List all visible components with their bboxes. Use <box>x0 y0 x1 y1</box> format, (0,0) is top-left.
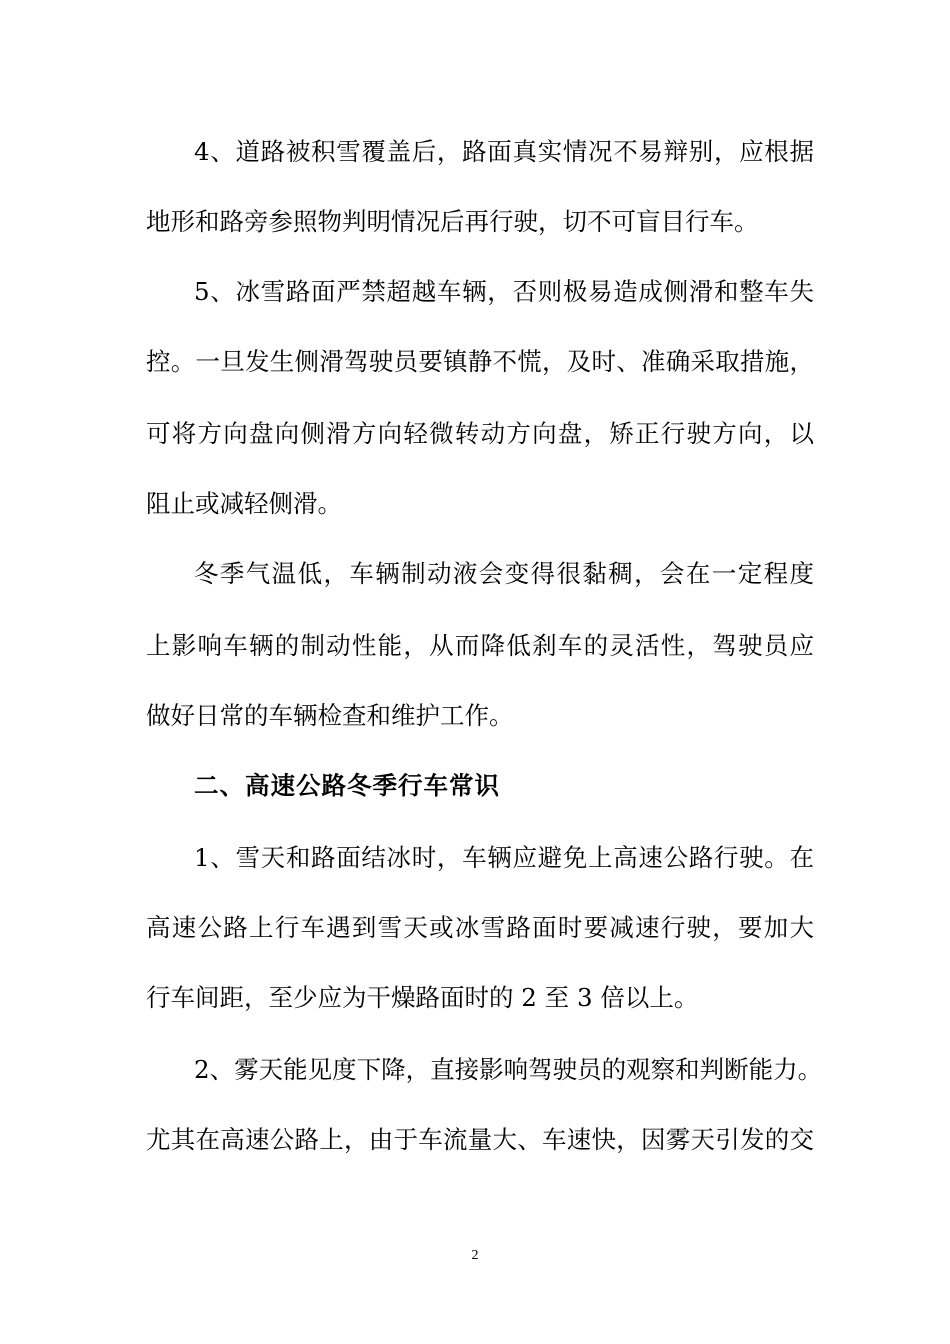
paragraph-line: 2、雾天能见度下降，直接影响驾驶员的观察和判断能力。 <box>194 1055 823 1084</box>
paragraph-line: 尤其在高速公路上，由于车流量大、车速快，因雾天引发的交 <box>146 1125 814 1154</box>
paragraph-line: 1、雪天和路面结冰时，车辆应避免上高速公路行驶。在 <box>194 843 814 872</box>
paragraph-line: 5、冰雪路面严禁超越车辆，否则极易造成侧滑和整车失 <box>194 277 814 306</box>
page-number: 2 <box>471 1248 479 1263</box>
paragraph-line: 冬季气温低，车辆制动液会变得很黏稠，会在一定程度 <box>194 559 814 588</box>
paragraph-line: 阻止或减轻侧滑。 <box>146 489 342 518</box>
paragraph-line: 控。一旦发生侧滑驾驶员要镇静不慌，及时、准确采取措施， <box>146 347 814 376</box>
paragraph-line: 地形和路旁参照物判明情况后再行驶，切不可盲目行车。 <box>146 207 759 236</box>
paragraph-line: 4、道路被积雪覆盖后，路面真实情况不易辩别，应根据 <box>194 137 814 166</box>
paragraph-line: 上影响车辆的制动性能，从而降低刹车的灵活性，驾驶员应 <box>146 631 814 660</box>
paragraph-line: 高速公路上行车遇到雪天或冰雪路面时要减速行驶，要加大 <box>146 913 814 942</box>
paragraph-line: 可将方向盘向侧滑方向轻微转动方向盘，矫正行驶方向，以 <box>146 419 814 448</box>
paragraph-line: 做好日常的车辆检查和维护工作。 <box>146 701 514 730</box>
section-heading: 二、高速公路冬季行车常识 <box>194 771 500 800</box>
paragraph-line: 行车间距，至少应为干燥路面时的 2 至 3 倍以上。 <box>146 983 699 1012</box>
